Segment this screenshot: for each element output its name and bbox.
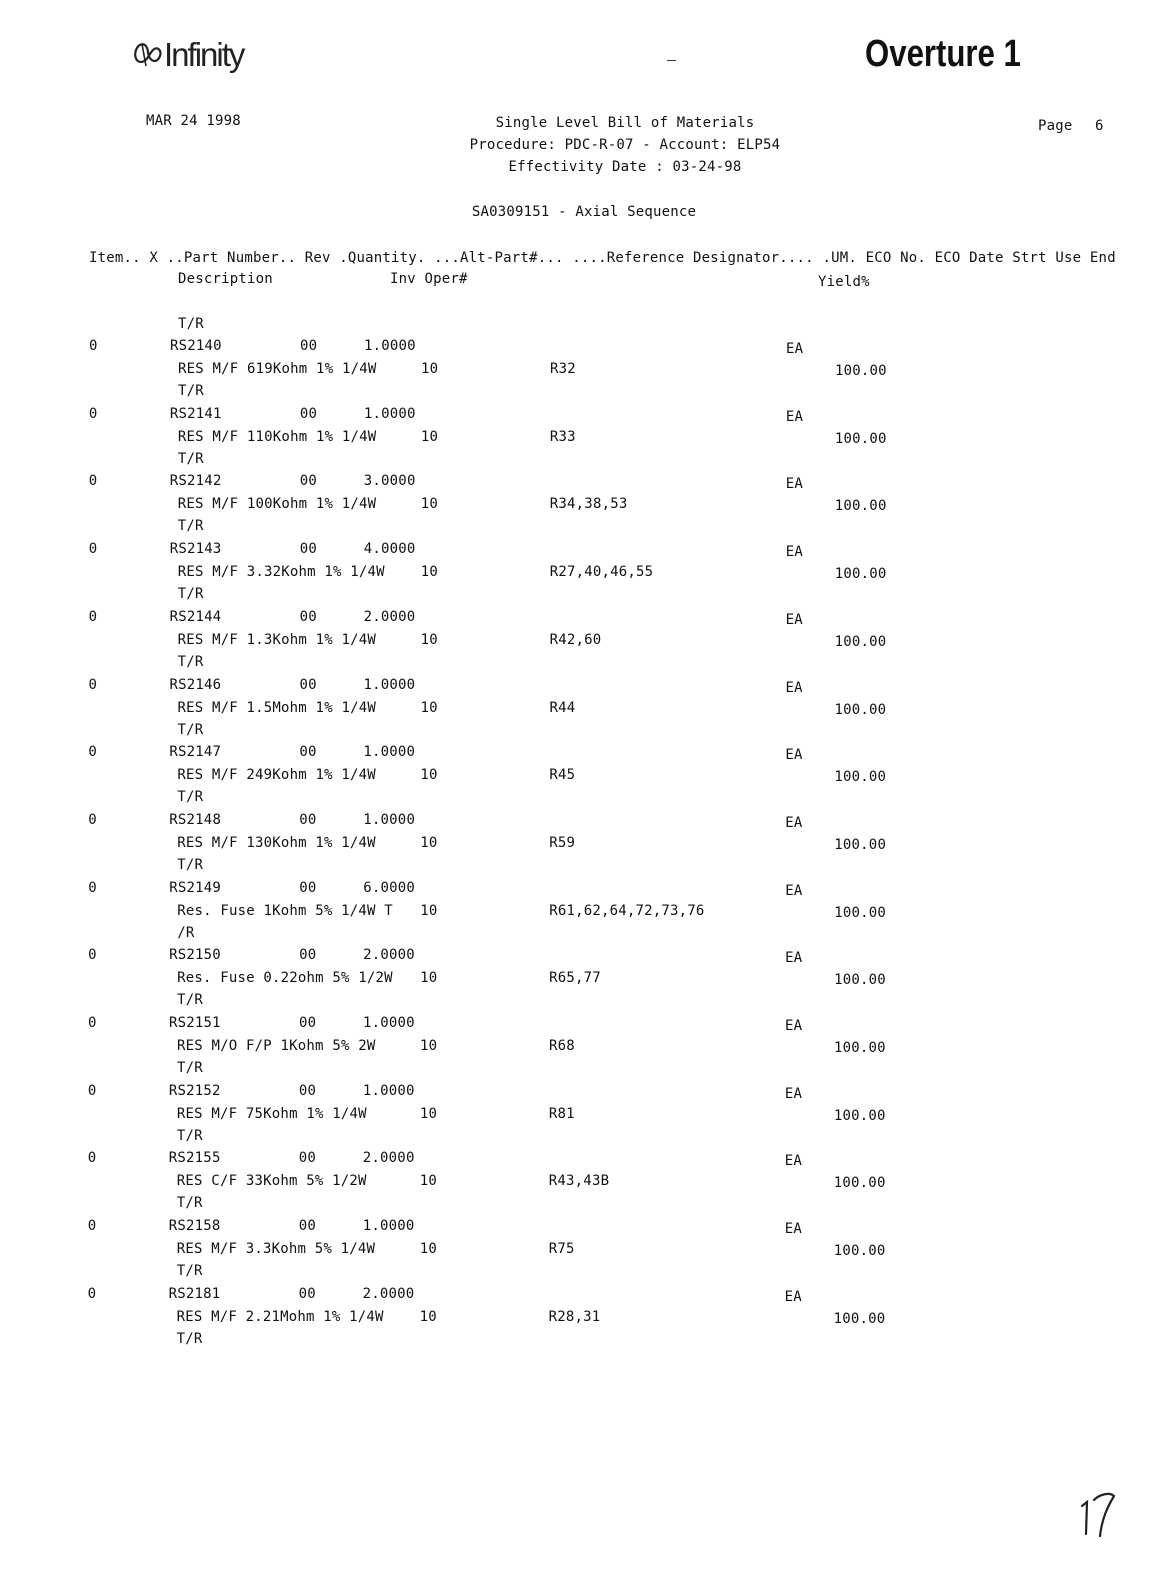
- bom-row-qty: 1.0000: [363, 811, 416, 828]
- bom-row-inv: 10: [420, 564, 438, 581]
- bom-row-inv: 10: [419, 1173, 438, 1190]
- bom-row-inv: 10: [420, 699, 438, 716]
- bom-row-inv: 10: [420, 631, 438, 648]
- bom-row-part: RS2151: [169, 1015, 221, 1031]
- bom-row-ref: R44: [549, 699, 576, 716]
- bom-row-yield: 100.00: [834, 701, 887, 718]
- bom-row-ref: R65,77: [549, 970, 601, 987]
- bom-row-rev: 00: [298, 1285, 316, 1302]
- bom-row-qty: 1.0000: [363, 744, 416, 761]
- bom-row-um: EA: [784, 1288, 802, 1305]
- bom-row-yield: 100.00: [834, 769, 887, 786]
- bom-row-yield: 100.00: [834, 1040, 886, 1056]
- bom-row-trail: T/R: [177, 450, 204, 467]
- bom-row-yield: 100.00: [834, 566, 887, 583]
- bom-row-trail: T/R: [176, 1127, 203, 1144]
- bom-row-item: 0: [88, 676, 98, 693]
- bom-row-trail: T/R: [177, 1060, 203, 1076]
- bom-row-desc: RES M/F 1.3Kohm 1% 1/4W: [177, 631, 377, 648]
- infinity-logo-mark-icon: [133, 38, 163, 72]
- bom-row-qty: 1.0000: [362, 1218, 415, 1235]
- bom-row-inv: 10: [419, 1308, 437, 1325]
- bom-row-desc: RES M/F 619Kohm 1% 1/4W: [178, 361, 377, 377]
- bom-row-desc: RES C/F 33Kohm 5% 1/2W: [176, 1173, 367, 1190]
- bom-row-inv: 10: [420, 834, 438, 851]
- bom-row-ref: R61,62,64,72,73,76: [549, 902, 705, 919]
- bom-row-um: EA: [785, 476, 804, 493]
- bom-row-um: EA: [785, 544, 803, 561]
- bom-row-desc: RES M/F 100Kohm 1% 1/4W: [177, 496, 377, 513]
- bom-row-qty: 2.0000: [362, 1285, 415, 1302]
- bom-row-qty: 2.0000: [362, 1150, 415, 1167]
- bom-row-part: RS2149: [169, 879, 221, 896]
- bom-row-part: RS2143: [169, 541, 222, 558]
- bom-row-yield: 100.00: [833, 1175, 886, 1192]
- bom-row-ref: R43,43B: [548, 1173, 610, 1190]
- bom-row-inv: 10: [419, 1241, 437, 1258]
- bom-row-qty: 1.0000: [363, 1015, 415, 1031]
- bom-row-qty: 1.0000: [363, 676, 416, 693]
- bom-row-part: RS2141: [169, 405, 222, 422]
- bom-row-inv: 10: [420, 428, 439, 445]
- bom-row-trail: T/R: [177, 518, 204, 535]
- bom-row-qty: 1.0000: [362, 1082, 415, 1099]
- bom-row-qty: 6.0000: [363, 879, 415, 896]
- bom-row-trail: T/R: [177, 789, 204, 806]
- bom-row-part: RS2148: [169, 811, 222, 828]
- bom-row-qty: 2.0000: [363, 608, 416, 625]
- bom-row-inv: 10: [420, 970, 438, 987]
- leading-tr-text: T/R: [178, 316, 204, 332]
- bom-row-rev: 00: [298, 1218, 316, 1235]
- bom-row-ref: R68: [549, 1038, 575, 1054]
- bom-row-inv: 10: [420, 902, 438, 919]
- column-header-description: Description: [178, 271, 273, 287]
- bom-row-trail: T/R: [177, 856, 204, 873]
- bom-row-um: EA: [784, 1085, 803, 1102]
- report-date: MAR 24 1998: [146, 113, 241, 129]
- bom-row-ref: R45: [549, 767, 576, 784]
- bom-row-um: EA: [785, 747, 803, 764]
- bom-row-um: EA: [786, 341, 804, 357]
- bom-row-item: 0: [87, 1150, 97, 1167]
- bom-row-rev: 00: [299, 947, 317, 964]
- bom-row-trail: T/R: [176, 1195, 203, 1212]
- bom-row-part: RS2147: [169, 744, 222, 761]
- bom-row-part: RS2146: [169, 676, 222, 693]
- bom-row-desc: RES M/F 110Kohm 1% 1/4W: [177, 428, 377, 445]
- bom-row-inv: 10: [419, 1105, 438, 1122]
- bom-row-rev: 00: [299, 879, 317, 896]
- bom-row-um: EA: [784, 1153, 803, 1170]
- bom-row-desc: RES M/F 75Kohm 1% 1/4W: [176, 1105, 367, 1122]
- assembly-line: SA0309151 - Axial Sequence: [471, 204, 697, 220]
- bom-row-desc: RES M/F 3.3Kohm 5% 1/4W: [176, 1241, 376, 1258]
- report-title: Single Level Bill of Materials: [495, 115, 755, 131]
- bom-row-desc: RES M/F 130Kohm 1% 1/4W: [177, 834, 376, 851]
- bom-row-inv: 10: [420, 767, 438, 784]
- bom-row-trail: T/R: [177, 721, 204, 738]
- bom-row-trail: T/R: [176, 1263, 203, 1280]
- bom-row-um: EA: [785, 611, 803, 628]
- bom-row-yield: 100.00: [834, 904, 886, 921]
- bom-row-part: RS2150: [169, 947, 221, 964]
- bom-row-inv: 10: [420, 496, 439, 513]
- bom-row-ref: R28,31: [548, 1308, 601, 1325]
- procedure-line: Procedure: PDC-R-07 - Account: ELP54: [469, 137, 781, 153]
- scan-dash-mark: [667, 60, 676, 61]
- bom-row-ref: R33: [549, 428, 576, 445]
- bom-row-trail: /R: [177, 924, 195, 941]
- bom-row-yield: 100.00: [833, 1107, 886, 1124]
- bom-row-rev: 00: [299, 473, 318, 490]
- column-header-inv-oper: Inv Oper#: [390, 271, 468, 287]
- bom-row-yield: 100.00: [834, 836, 887, 853]
- bom-row-item: 0: [87, 1218, 97, 1235]
- logo-wordmark: Infinity: [164, 36, 244, 73]
- page-label: Page: [1038, 118, 1073, 134]
- bom-row-yield: 100.00: [833, 1243, 886, 1260]
- bom-row-yield: 100.00: [834, 633, 887, 650]
- bom-row-item: 0: [88, 608, 98, 625]
- bom-row-part: RS2181: [168, 1285, 221, 1302]
- bom-row-ref: R34,38,53: [549, 496, 628, 513]
- bom-row-item: 0: [88, 879, 97, 896]
- bom-row-ref: R42,60: [549, 631, 602, 648]
- bom-row-ref: R81: [548, 1105, 575, 1122]
- bom-row-part: RS2142: [169, 473, 222, 490]
- bom-row-um: EA: [785, 408, 804, 425]
- bom-row-item: 0: [89, 338, 98, 354]
- bom-row-um: EA: [785, 1018, 803, 1034]
- bom-row-rev: 00: [299, 676, 317, 693]
- bom-row-um: EA: [785, 679, 803, 696]
- bom-row-item: 0: [87, 1082, 97, 1099]
- document-title: Overture 1: [865, 33, 1021, 75]
- bom-row-desc: RES M/O F/P 1Kohm 5% 2W: [177, 1038, 376, 1054]
- bom-row-qty: 1.0000: [363, 405, 416, 422]
- bom-row-qty: 1.0000: [364, 338, 416, 354]
- bom-row-part: RS2144: [169, 608, 222, 625]
- bom-row-desc: RES M/F 2.21Mohm 1% 1/4W: [176, 1308, 384, 1325]
- bom-row-part: RS2155: [168, 1150, 221, 1167]
- bom-row-desc: RES M/F 1.5Mohm 1% 1/4W: [177, 699, 376, 716]
- bom-row-rev: 00: [299, 1015, 317, 1031]
- page-number: 6: [1095, 118, 1104, 134]
- bom-row-item: 0: [88, 947, 97, 964]
- bom-row-ref: R59: [549, 834, 576, 851]
- bom-row-rev: 00: [299, 608, 317, 625]
- bom-row-rev: 00: [299, 405, 318, 422]
- bom-row-part: RS2158: [168, 1218, 221, 1235]
- bom-row-yield: 100.00: [833, 1310, 886, 1327]
- bom-row-qty: 4.0000: [363, 541, 416, 558]
- bom-row-item: 0: [88, 541, 98, 558]
- bom-row-desc: RES M/F 249Kohm 1% 1/4W: [177, 767, 376, 784]
- bom-row-item: 0: [88, 744, 98, 761]
- effectivity-line: Effectivity Date : 03-24-98: [508, 159, 742, 175]
- bom-row-yield: 100.00: [834, 972, 886, 989]
- bom-row-um: EA: [785, 882, 803, 899]
- bom-row-ref: R75: [548, 1241, 575, 1258]
- bom-row-item: 0: [88, 405, 98, 422]
- bom-row-rev: 00: [298, 1082, 317, 1099]
- bom-row-trail: T/R: [177, 653, 204, 670]
- bom-row-item: 0: [87, 1285, 97, 1302]
- bom-row-item: 0: [88, 1015, 97, 1031]
- bom-row-rev: 00: [299, 541, 317, 558]
- bom-row-desc: Res. Fuse 1Kohm 5% 1/4W T: [177, 902, 393, 919]
- bom-row-desc: Res. Fuse 0.22ohm 5% 1/2W: [177, 970, 393, 987]
- bom-row-item: 0: [88, 473, 98, 490]
- bom-row-trail: T/R: [178, 383, 204, 399]
- bom-row-qty: 2.0000: [363, 947, 415, 964]
- bom-row-ref: R27,40,46,55: [549, 564, 654, 581]
- bom-row-trail: T/R: [176, 1330, 203, 1347]
- bom-row-ref: R32: [550, 361, 576, 377]
- bom-row-yield: 100.00: [834, 498, 887, 515]
- handwritten-page-mark-icon: [1078, 1488, 1118, 1540]
- bom-row-qty: 3.0000: [363, 473, 416, 490]
- bom-row-um: EA: [785, 814, 803, 831]
- column-header-line: Item.. X ..Part Number.. Rev .Quantity. ...Alt-Part#... ....Reference Designator.... .UM. ECO No. ECO Date Strt Use End: [89, 250, 1116, 266]
- bom-row-inv: 10: [420, 1038, 438, 1054]
- bom-row-rev: 00: [299, 744, 317, 761]
- bom-row-trail: T/R: [177, 586, 204, 603]
- bom-row-rev: 00: [298, 1150, 317, 1167]
- bom-row-yield: 100.00: [835, 363, 887, 379]
- bom-row-yield: 100.00: [834, 430, 887, 447]
- bom-row-rev: 00: [299, 811, 317, 828]
- bom-row-desc: RES M/F 3.32Kohm 1% 1/4W: [177, 564, 385, 581]
- column-header-yield: Yield%: [818, 274, 870, 290]
- infinity-logo: [133, 36, 243, 74]
- bom-row-inv: 10: [421, 361, 439, 377]
- bom-row-rev: 00: [300, 338, 318, 354]
- bom-row-um: EA: [784, 1221, 802, 1238]
- bom-row-item: 0: [88, 811, 97, 828]
- bom-row-um: EA: [785, 950, 803, 967]
- bom-row-trail: T/R: [177, 992, 203, 1009]
- bom-row-part: RS2152: [168, 1082, 221, 1099]
- bom-row-part: RS2140: [170, 338, 222, 354]
